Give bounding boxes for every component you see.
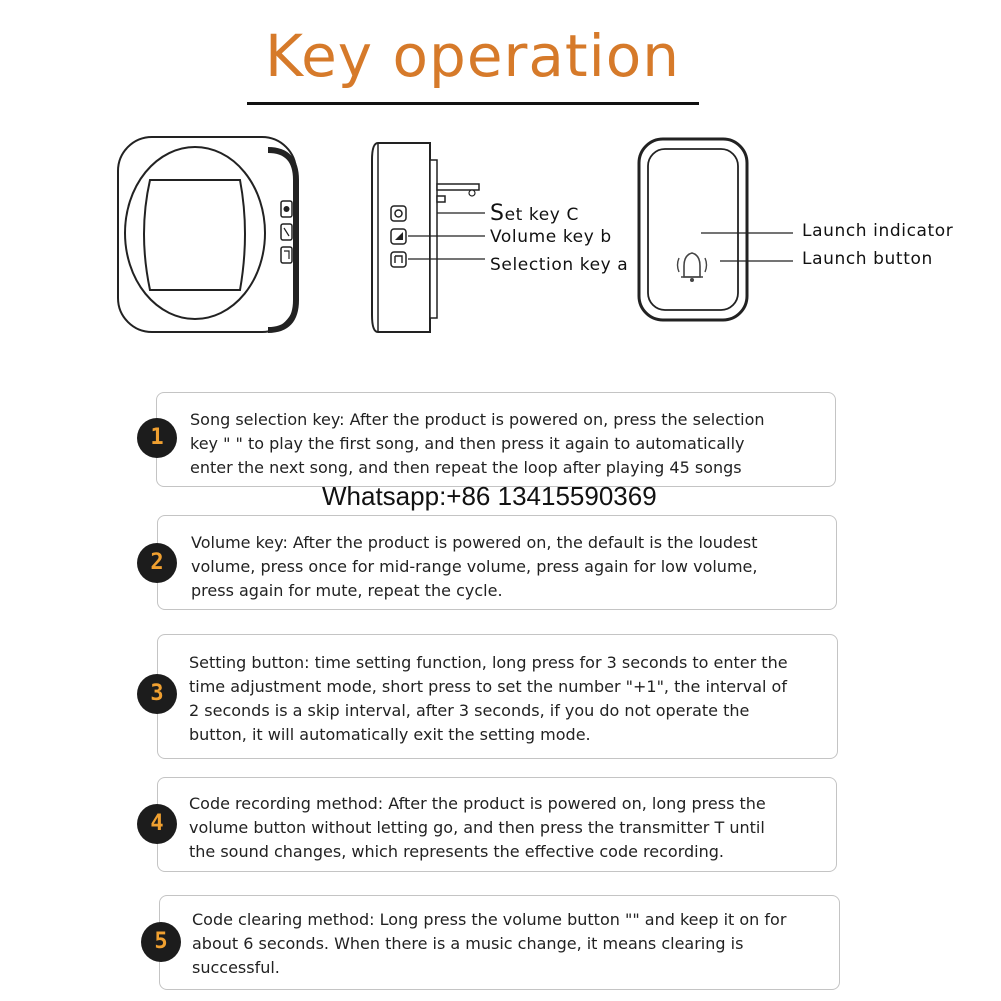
volume-icon [391, 229, 406, 244]
set-key-label: Set key C [490, 201, 579, 226]
instruction-text [189, 651, 788, 747]
instruction-line: volume, press once for mid-range volume, press again for low volume, [191, 557, 758, 576]
instruction-line: Code clearing method: Long press the volume button "" and keep it on for [192, 910, 787, 929]
receiver-side-icon [372, 143, 485, 332]
gear-icon [391, 206, 406, 221]
step-number-badge: 4 [137, 804, 177, 844]
instruction-card [156, 392, 836, 487]
instruction-line: successful. [192, 958, 280, 977]
instruction-line: key " " to play the first song, and then press it again to automatically [190, 434, 745, 453]
instruction-text [192, 908, 786, 980]
step-number-badge: 2 [137, 543, 177, 583]
instruction-line: Code recording method: After the product is powered on, long press the [189, 794, 766, 813]
receiver-front-icon [118, 137, 296, 332]
step-number-badge: 3 [137, 674, 177, 714]
music-icon [391, 252, 406, 267]
instruction-line: the sound changes, which represents the effective code recording. [189, 842, 724, 861]
instruction-card [157, 777, 837, 872]
instruction-line: enter the next song, and then repeat the loop after playing 45 songs [190, 458, 742, 477]
transmitter-icon [639, 139, 793, 320]
product-diagram [0, 0, 1001, 360]
instruction-text [191, 531, 757, 603]
launch-button-label: Launch button [802, 249, 933, 269]
step-number-badge: 5 [141, 922, 181, 962]
instruction-card [157, 515, 837, 610]
instruction-text [189, 792, 766, 864]
instruction-line: Song selection key: After the product is powered on, press the selection [190, 410, 765, 429]
launch-indicator-label: Launch indicator [802, 221, 954, 241]
instruction-line: Volume key: After the product is powered on, the default is the loudest [191, 533, 758, 552]
instruction-card [159, 895, 840, 990]
step-number-badge: 1 [137, 418, 177, 458]
instruction-line: button, it will automatically exit the setting mode. [189, 725, 591, 744]
page-title: Key operation [264, 22, 681, 90]
instruction-line: Setting button: time setting function, long press for 3 seconds to enter the [189, 653, 788, 672]
instruction-card [157, 634, 838, 759]
whatsapp-contact: Whatsapp:+86 13415590369 [322, 481, 657, 511]
instruction-line: press again for mute, repeat the cycle. [191, 581, 503, 600]
instruction-line: 2 seconds is a skip interval, after 3 seconds, if you do not operate the [189, 701, 750, 720]
selection-key-label: Selection key a [490, 255, 629, 275]
volume-key-label: Volume key b [490, 227, 612, 247]
instruction-line: about 6 seconds. When there is a music change, it means clearing is [192, 934, 744, 953]
instruction-line: time adjustment mode, short press to set the number "+1", the interval of [189, 677, 787, 696]
instruction-text [190, 408, 765, 480]
instruction-line: volume button without letting go, and then press the transmitter T until [189, 818, 765, 837]
